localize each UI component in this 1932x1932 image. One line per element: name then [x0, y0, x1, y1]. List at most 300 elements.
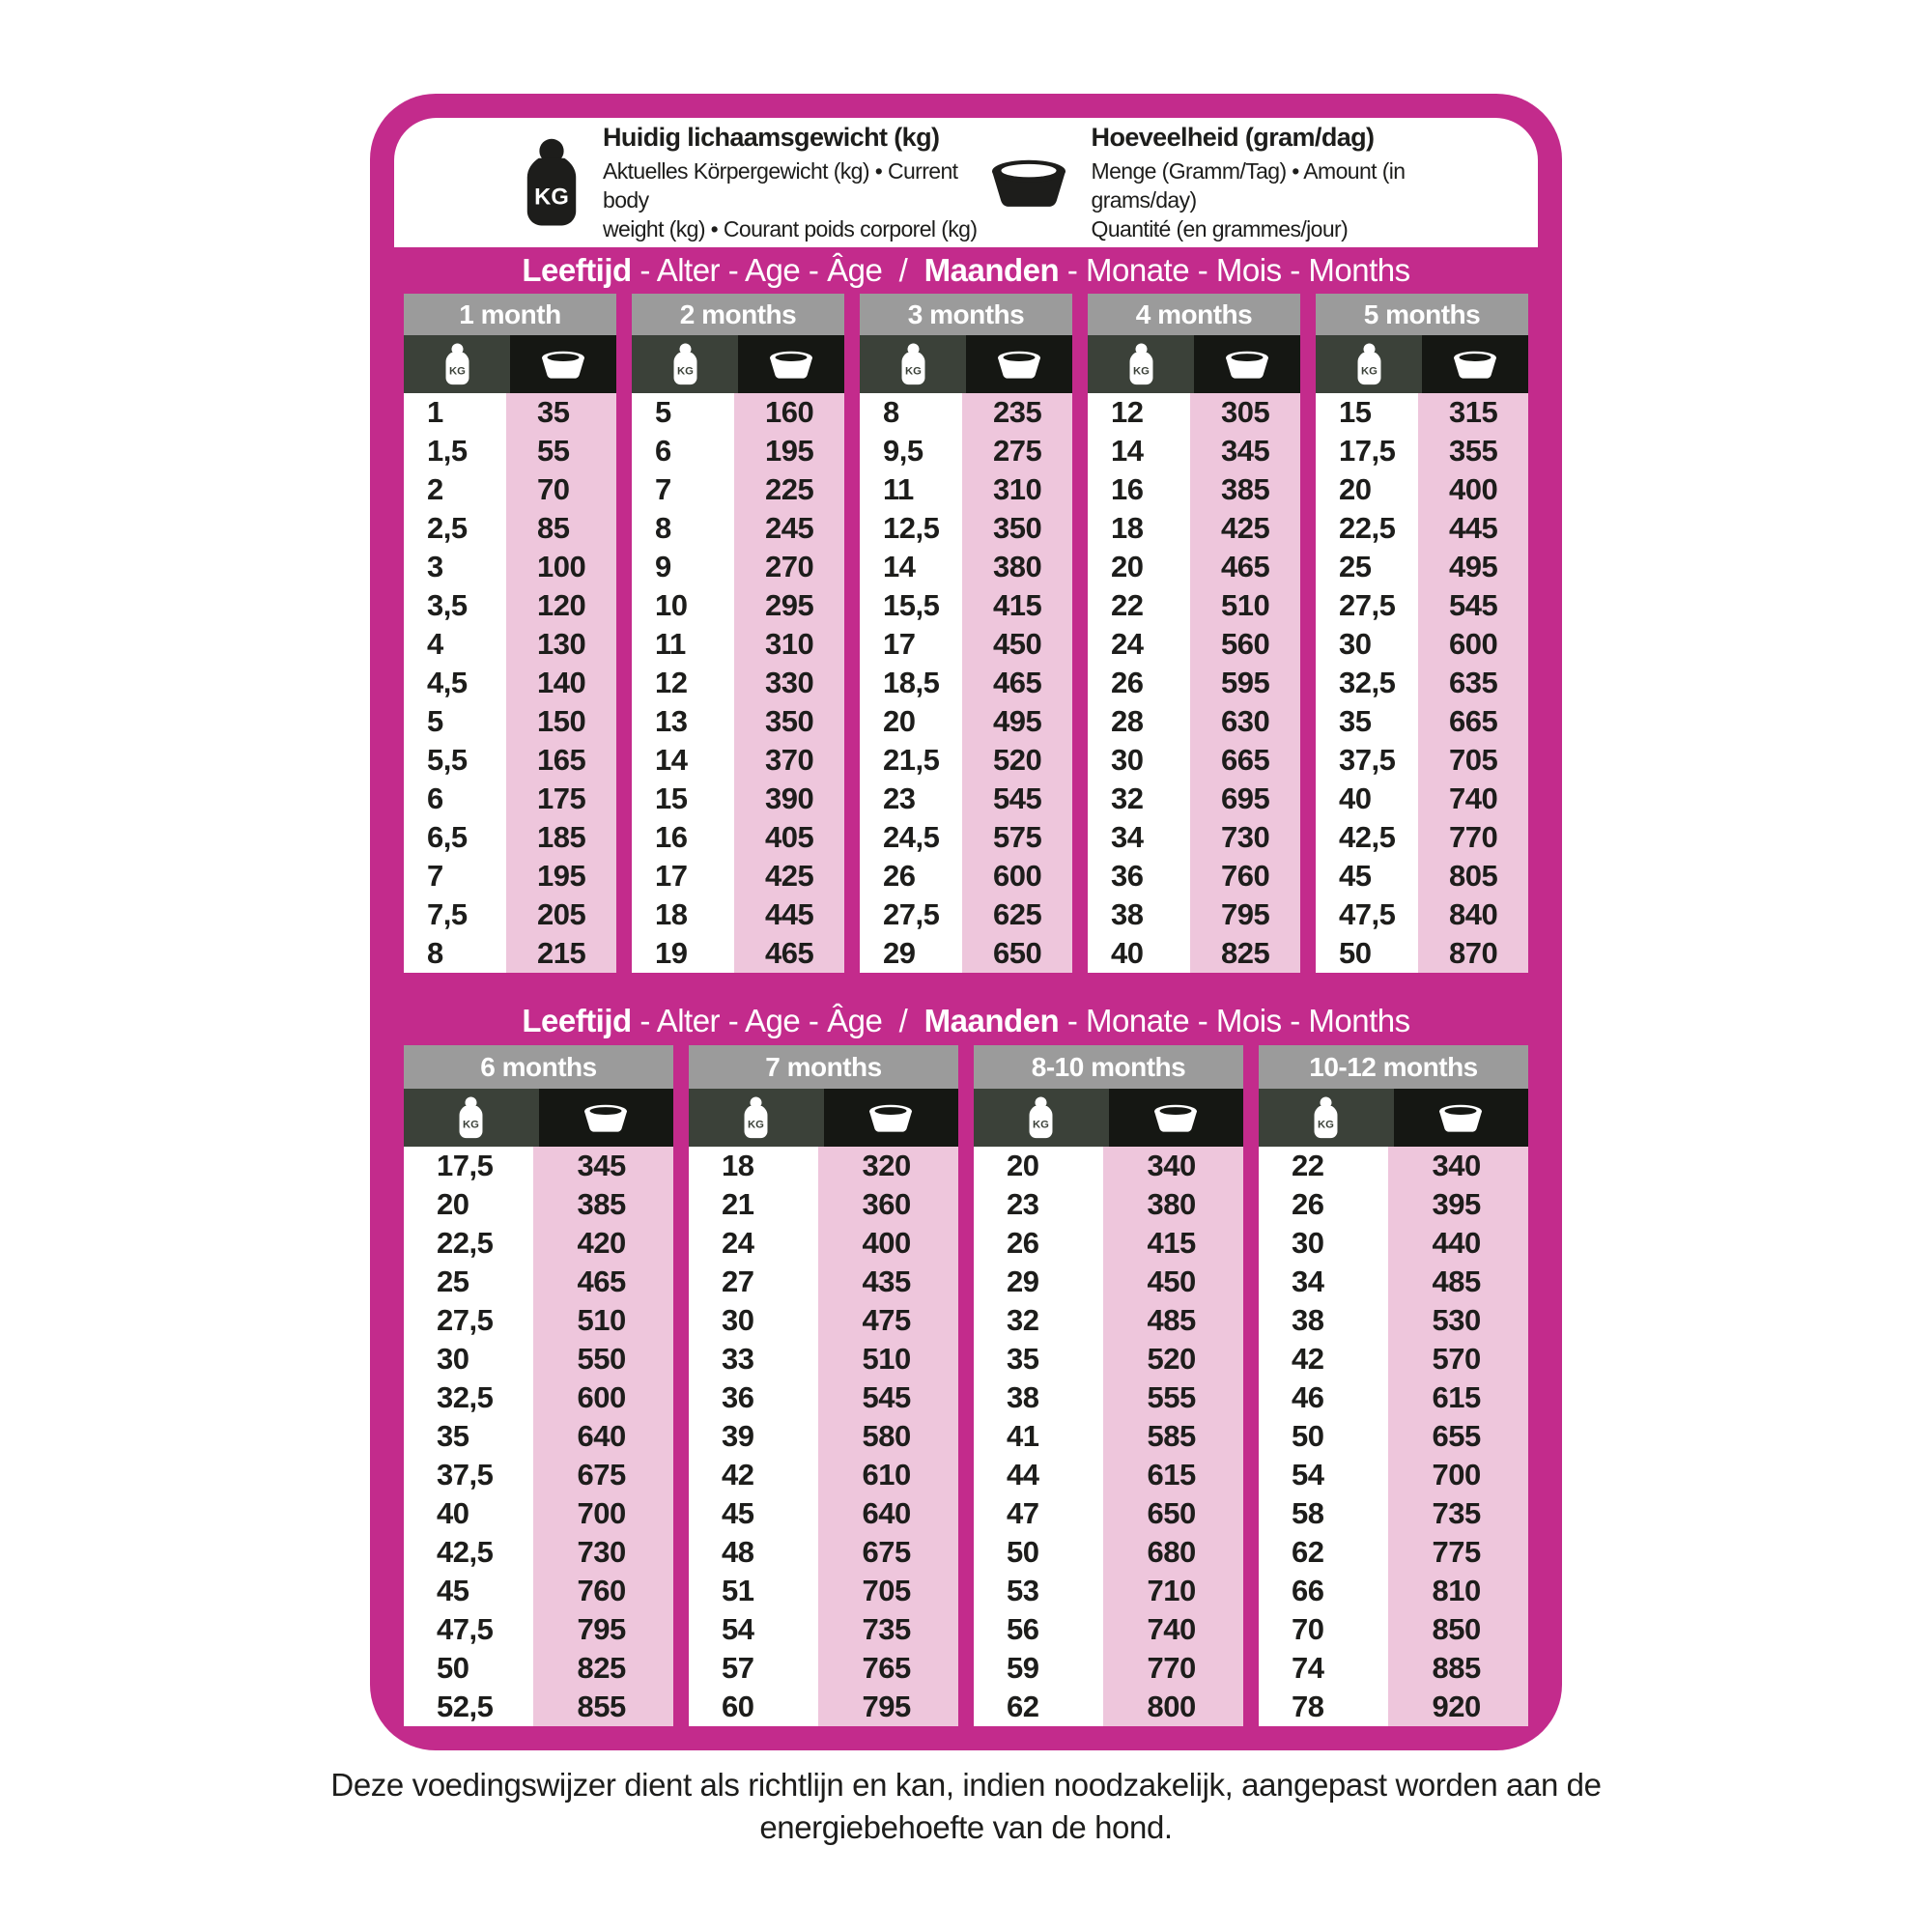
svg-text:KG: KG — [1318, 1119, 1335, 1131]
amount-value-cell: 655 — [1388, 1417, 1529, 1456]
amount-value-cell: 140 — [506, 664, 616, 702]
footer-note — [0, 1764, 1932, 1849]
amount-value-cell: 680 — [1103, 1533, 1244, 1572]
kg-value-cell: 53 — [974, 1572, 1103, 1610]
table-row — [1088, 509, 1300, 548]
table-row — [689, 1688, 958, 1726]
data-rows — [860, 393, 1072, 973]
amount-value-cell: 465 — [962, 664, 1072, 702]
kg-value-cell: 7 — [404, 857, 506, 895]
bowl-header-cell — [1422, 335, 1528, 393]
age-band-1 — [394, 247, 1538, 294]
kg-weight-icon — [456, 1096, 486, 1139]
table-row — [1088, 393, 1300, 432]
kg-value-cell: 20 — [860, 702, 962, 741]
amount-value-cell: 485 — [1103, 1301, 1244, 1340]
age-band-word-leeftijd: Leeftijd — [522, 1003, 632, 1038]
amount-value-cell: 510 — [818, 1340, 959, 1378]
kg-value-cell: 15 — [1316, 393, 1418, 432]
table-row — [1259, 1649, 1528, 1688]
table-row — [632, 509, 844, 548]
table-row — [404, 1494, 673, 1533]
table-row — [404, 1610, 673, 1649]
table-row — [1316, 432, 1528, 470]
amount-value-cell: 425 — [734, 857, 844, 895]
table-row — [404, 1147, 673, 1185]
food-bowl-icon — [581, 1102, 631, 1134]
svg-text:KG: KG — [448, 365, 466, 378]
kg-value-cell: 16 — [1088, 470, 1190, 509]
amount-value-cell: 625 — [962, 895, 1072, 934]
amount-value-cell: 340 — [1388, 1147, 1529, 1185]
month-column-header: 4 months — [1088, 294, 1300, 335]
food-bowl-icon — [866, 1102, 916, 1134]
amount-value-cell: 770 — [1103, 1649, 1244, 1688]
kg-value-cell: 47 — [974, 1494, 1103, 1533]
amount-value-cell: 70 — [506, 470, 616, 509]
month-column-header: 1 month — [404, 294, 616, 335]
amount-value-cell: 600 — [962, 857, 1072, 895]
month-column-header: 7 months — [689, 1045, 958, 1089]
table-row — [404, 586, 616, 625]
kg-value-cell: 20 — [1316, 470, 1418, 509]
amount-value-cell: 390 — [734, 780, 844, 818]
table-row — [1088, 664, 1300, 702]
kg-value-cell: 28 — [1088, 702, 1190, 741]
amount-value-cell: 775 — [1388, 1533, 1529, 1572]
kg-value-cell: 18 — [1088, 509, 1190, 548]
amount-value-cell: 630 — [1190, 702, 1300, 741]
table-row — [632, 393, 844, 432]
table-row — [1259, 1610, 1528, 1649]
kg-value-cell: 35 — [404, 1417, 533, 1456]
kg-value-cell: 1,5 — [404, 432, 506, 470]
table-row — [974, 1378, 1243, 1417]
table-row — [1088, 470, 1300, 509]
kg-value-cell: 24 — [1088, 625, 1190, 664]
table-row — [689, 1649, 958, 1688]
amount-value-cell: 360 — [818, 1185, 959, 1224]
legend-weight-text — [603, 123, 985, 243]
kg-value-cell: 7 — [632, 470, 734, 509]
data-rows — [974, 1147, 1243, 1726]
kg-value-cell: 78 — [1259, 1688, 1388, 1726]
month-column — [632, 294, 844, 973]
amount-value-cell: 600 — [1418, 625, 1528, 664]
table-row — [404, 1340, 673, 1378]
table-row — [1088, 586, 1300, 625]
data-rows — [1316, 393, 1528, 973]
icon-header-row — [632, 335, 844, 393]
table-row — [404, 702, 616, 741]
icon-header-row — [1259, 1089, 1528, 1147]
kg-value-cell: 30 — [404, 1340, 533, 1378]
month-column — [974, 1045, 1243, 1726]
table-row — [974, 1224, 1243, 1263]
kg-value-cell: 17,5 — [1316, 432, 1418, 470]
table-row — [689, 1224, 958, 1263]
table-row — [632, 702, 844, 741]
table-row — [1316, 780, 1528, 818]
kg-value-cell: 24,5 — [860, 818, 962, 857]
kg-weight-icon — [1354, 343, 1384, 385]
amount-value-cell: 465 — [1190, 548, 1300, 586]
bowl-header-cell — [1109, 1089, 1244, 1147]
amount-value-cell: 795 — [1190, 895, 1300, 934]
amount-value-cell: 795 — [818, 1688, 959, 1726]
amount-value-cell: 310 — [962, 470, 1072, 509]
table-row — [404, 432, 616, 470]
amount-value-cell: 885 — [1388, 1649, 1529, 1688]
table-row — [974, 1572, 1243, 1610]
month-column — [689, 1045, 958, 1726]
month-column-header: 3 months — [860, 294, 1072, 335]
table-row — [689, 1417, 958, 1456]
kg-value-cell: 22 — [1088, 586, 1190, 625]
table-row — [1259, 1688, 1528, 1726]
table-row — [404, 548, 616, 586]
table-row — [1088, 432, 1300, 470]
table-row — [689, 1610, 958, 1649]
table-row — [860, 548, 1072, 586]
kg-value-cell: 48 — [689, 1533, 818, 1572]
kg-value-cell: 40 — [1316, 780, 1418, 818]
table-row — [1088, 818, 1300, 857]
kg-weight-icon — [1126, 343, 1156, 385]
kg-value-cell: 42 — [689, 1456, 818, 1494]
amount-value-cell: 380 — [962, 548, 1072, 586]
table-row — [404, 934, 616, 973]
amount-value-cell: 770 — [1418, 818, 1528, 857]
kg-value-cell: 74 — [1259, 1649, 1388, 1688]
kg-header-cell — [1259, 1089, 1394, 1147]
kg-value-cell: 42,5 — [1316, 818, 1418, 857]
amount-value-cell: 85 — [506, 509, 616, 548]
amount-value-cell: 370 — [734, 741, 844, 780]
table-row — [689, 1185, 958, 1224]
table-row — [974, 1456, 1243, 1494]
table-row — [632, 895, 844, 934]
kg-value-cell: 12 — [1088, 393, 1190, 432]
table-row — [404, 1533, 673, 1572]
amount-value-cell: 765 — [818, 1649, 959, 1688]
data-rows — [404, 1147, 673, 1726]
kg-value-cell: 27,5 — [860, 895, 962, 934]
amount-value-cell: 575 — [962, 818, 1072, 857]
svg-text:KG: KG — [463, 1119, 480, 1131]
food-bowl-icon — [985, 156, 1072, 211]
amount-value-cell: 415 — [1103, 1224, 1244, 1263]
data-rows — [632, 393, 844, 973]
table-row — [404, 857, 616, 895]
month-column-header: 6 months — [404, 1045, 673, 1089]
table-row — [1259, 1147, 1528, 1185]
kg-value-cell: 22 — [1259, 1147, 1388, 1185]
bowl-header-cell — [1194, 335, 1300, 393]
amount-value-cell: 245 — [734, 509, 844, 548]
table-row — [860, 857, 1072, 895]
age-band-word-maanden: Maanden — [923, 252, 1060, 288]
table-row — [1316, 895, 1528, 934]
kg-value-cell: 9 — [632, 548, 734, 586]
legend-amount-title: Hoeveelheid (gram/dag) — [1091, 122, 1375, 152]
table-row — [404, 1185, 673, 1224]
amount-value-cell: 185 — [506, 818, 616, 857]
kg-value-cell: 5,5 — [404, 741, 506, 780]
kg-value-cell: 6,5 — [404, 818, 506, 857]
kg-value-cell: 20 — [404, 1185, 533, 1224]
svg-text:KG: KG — [748, 1119, 765, 1131]
food-bowl-icon — [1450, 349, 1500, 381]
table-row — [1088, 702, 1300, 741]
icon-header-row — [1316, 335, 1528, 393]
kg-value-cell: 50 — [1316, 934, 1418, 973]
table-row — [974, 1649, 1243, 1688]
kg-value-cell: 42,5 — [404, 1533, 533, 1572]
month-column — [404, 1045, 673, 1726]
kg-value-cell: 29 — [974, 1263, 1103, 1301]
table-row — [404, 664, 616, 702]
table-row — [860, 741, 1072, 780]
table-row — [404, 895, 616, 934]
table-row — [1088, 625, 1300, 664]
kg-value-cell: 27,5 — [404, 1301, 533, 1340]
table-row — [974, 1610, 1243, 1649]
amount-value-cell: 405 — [734, 818, 844, 857]
month-column — [1316, 294, 1528, 973]
amount-value-cell: 205 — [506, 895, 616, 934]
kg-value-cell: 33 — [689, 1340, 818, 1378]
table-row — [689, 1533, 958, 1572]
kg-value-cell: 45 — [404, 1572, 533, 1610]
amount-value-cell: 825 — [533, 1649, 674, 1688]
table-row — [974, 1263, 1243, 1301]
kg-value-cell: 12,5 — [860, 509, 962, 548]
amount-value-cell: 665 — [1190, 741, 1300, 780]
age-band-translations-2: - Monate - Mois - Months — [1059, 1003, 1410, 1038]
kg-header-cell — [404, 1089, 539, 1147]
month-column-header: 2 months — [632, 294, 844, 335]
amount-value-cell: 795 — [533, 1610, 674, 1649]
amount-value-cell: 475 — [818, 1301, 959, 1340]
table-row — [1259, 1572, 1528, 1610]
kg-weight-icon — [1311, 1096, 1341, 1139]
table-row — [1259, 1533, 1528, 1572]
amount-value-cell: 270 — [734, 548, 844, 586]
amount-value-cell: 705 — [818, 1572, 959, 1610]
age-band-translations-1: - Alter - Age - Âge / — [631, 1003, 924, 1038]
table-row — [860, 470, 1072, 509]
table-row — [632, 470, 844, 509]
kg-value-cell: 10 — [632, 586, 734, 625]
table-row — [1259, 1456, 1528, 1494]
kg-value-cell: 14 — [632, 741, 734, 780]
table-1-5-months — [394, 294, 1538, 973]
amount-value-cell: 495 — [962, 702, 1072, 741]
amount-value-cell: 760 — [533, 1572, 674, 1610]
table-row — [404, 818, 616, 857]
table-row — [860, 818, 1072, 857]
kg-value-cell: 39 — [689, 1417, 818, 1456]
svg-text:KG: KG — [904, 365, 922, 378]
kg-value-cell: 11 — [632, 625, 734, 664]
amount-value-cell: 425 — [1190, 509, 1300, 548]
amount-value-cell: 570 — [1388, 1340, 1529, 1378]
amount-value-cell: 165 — [506, 741, 616, 780]
kg-value-cell: 50 — [1259, 1417, 1388, 1456]
amount-value-cell: 840 — [1418, 895, 1528, 934]
table-row — [974, 1533, 1243, 1572]
table-row — [1316, 702, 1528, 741]
kg-value-cell: 36 — [1088, 857, 1190, 895]
table-row — [1259, 1417, 1528, 1456]
amount-value-cell: 395 — [1388, 1185, 1529, 1224]
amount-value-cell: 445 — [734, 895, 844, 934]
kg-value-cell: 32,5 — [1316, 664, 1418, 702]
kg-value-cell: 32,5 — [404, 1378, 533, 1417]
kg-value-cell: 58 — [1259, 1494, 1388, 1533]
amount-value-cell: 215 — [506, 934, 616, 973]
amount-value-cell: 735 — [1388, 1494, 1529, 1533]
food-bowl-icon — [1435, 1102, 1486, 1134]
month-column — [404, 294, 616, 973]
svg-text:KG: KG — [676, 365, 694, 378]
kg-value-cell: 18 — [632, 895, 734, 934]
kg-value-cell: 6 — [404, 780, 506, 818]
kg-value-cell: 32 — [1088, 780, 1190, 818]
table-row — [404, 625, 616, 664]
amount-value-cell: 440 — [1388, 1224, 1529, 1263]
amount-value-cell: 100 — [506, 548, 616, 586]
table-row — [404, 509, 616, 548]
food-bowl-icon — [538, 349, 588, 381]
amount-value-cell: 305 — [1190, 393, 1300, 432]
kg-value-cell: 24 — [689, 1224, 818, 1263]
amount-value-cell: 920 — [1388, 1688, 1529, 1726]
amount-value-cell: 800 — [1103, 1688, 1244, 1726]
table-row — [404, 1224, 673, 1263]
icon-header-row — [1088, 335, 1300, 393]
kg-value-cell: 38 — [974, 1378, 1103, 1417]
kg-value-cell: 32 — [974, 1301, 1103, 1340]
svg-text:KG: KG — [534, 185, 569, 211]
kg-value-cell: 9,5 — [860, 432, 962, 470]
kg-value-cell: 2,5 — [404, 509, 506, 548]
kg-header-cell — [632, 335, 738, 393]
kg-value-cell: 7,5 — [404, 895, 506, 934]
amount-value-cell: 805 — [1418, 857, 1528, 895]
kg-value-cell: 40 — [1088, 934, 1190, 973]
kg-value-cell: 37,5 — [404, 1456, 533, 1494]
table-row — [404, 741, 616, 780]
bowl-header-cell — [738, 335, 844, 393]
icon-header-row — [404, 335, 616, 393]
kg-header-cell — [974, 1089, 1109, 1147]
table-row — [404, 1572, 673, 1610]
amount-value-cell: 310 — [734, 625, 844, 664]
table-row — [689, 1301, 958, 1340]
table-row — [404, 780, 616, 818]
kg-weight-icon — [442, 343, 472, 385]
table-row — [974, 1417, 1243, 1456]
table-row — [1259, 1378, 1528, 1417]
kg-header-cell — [1316, 335, 1422, 393]
age-band-translations-1: - Alter - Age - Âge / — [631, 252, 924, 288]
amount-value-cell: 295 — [734, 586, 844, 625]
table-row — [404, 1263, 673, 1301]
amount-value-cell: 650 — [1103, 1494, 1244, 1533]
svg-text:KG: KG — [1132, 365, 1150, 378]
age-band-word-leeftijd: Leeftijd — [522, 252, 632, 288]
kg-value-cell: 30 — [689, 1301, 818, 1340]
kg-value-cell: 2 — [404, 470, 506, 509]
kg-value-cell: 11 — [860, 470, 962, 509]
table-row — [632, 625, 844, 664]
kg-value-cell: 35 — [974, 1340, 1103, 1378]
amount-value-cell: 330 — [734, 664, 844, 702]
kg-weight-icon — [670, 343, 700, 385]
table-row — [404, 1417, 673, 1456]
table-row — [689, 1340, 958, 1378]
kg-value-cell: 8 — [404, 934, 506, 973]
table-row — [860, 586, 1072, 625]
kg-value-cell: 3,5 — [404, 586, 506, 625]
amount-value-cell: 55 — [506, 432, 616, 470]
kg-value-cell: 38 — [1259, 1301, 1388, 1340]
age-band-word-maanden: Maanden — [923, 1003, 1060, 1038]
amount-value-cell: 345 — [1190, 432, 1300, 470]
kg-value-cell: 54 — [689, 1610, 818, 1649]
amount-value-cell: 510 — [1190, 586, 1300, 625]
amount-value-cell: 465 — [734, 934, 844, 973]
kg-value-cell: 20 — [1088, 548, 1190, 586]
table-row — [689, 1572, 958, 1610]
kg-value-cell: 6 — [632, 432, 734, 470]
table-6-12-months — [394, 1045, 1538, 1726]
amount-value-cell: 730 — [533, 1533, 674, 1572]
amount-value-cell: 675 — [818, 1533, 959, 1572]
kg-header-cell — [860, 335, 966, 393]
table-row — [1316, 470, 1528, 509]
amount-value-cell: 420 — [533, 1224, 674, 1263]
table-row — [632, 548, 844, 586]
kg-value-cell: 25 — [1316, 548, 1418, 586]
table-row — [1316, 548, 1528, 586]
table-row — [1316, 393, 1528, 432]
table-row — [1316, 857, 1528, 895]
amount-value-cell: 400 — [818, 1224, 959, 1263]
kg-value-cell: 37,5 — [1316, 741, 1418, 780]
kg-value-cell: 38 — [1088, 895, 1190, 934]
kg-value-cell: 26 — [1259, 1185, 1388, 1224]
table-row — [689, 1494, 958, 1533]
kg-value-cell: 34 — [1088, 818, 1190, 857]
table-row — [632, 586, 844, 625]
amount-value-cell: 445 — [1418, 509, 1528, 548]
kg-value-cell: 51 — [689, 1572, 818, 1610]
kg-value-cell: 34 — [1259, 1263, 1388, 1301]
kg-value-cell: 17 — [632, 857, 734, 895]
kg-value-cell: 17 — [860, 625, 962, 664]
legend-amount-line1: Menge (Gramm/Tag) • Amount (in grams/day) — [1091, 157, 1406, 213]
bowl-header-cell — [510, 335, 616, 393]
table-row — [1259, 1301, 1528, 1340]
kg-value-cell: 46 — [1259, 1378, 1388, 1417]
bowl-header-cell — [966, 335, 1072, 393]
table-row — [974, 1185, 1243, 1224]
kg-value-cell: 21,5 — [860, 741, 962, 780]
footer-note-line1: Deze voedingswijzer dient als richtlijn en kan, indien noodzakelijk, aangepast worden aan de — [330, 1767, 1602, 1803]
